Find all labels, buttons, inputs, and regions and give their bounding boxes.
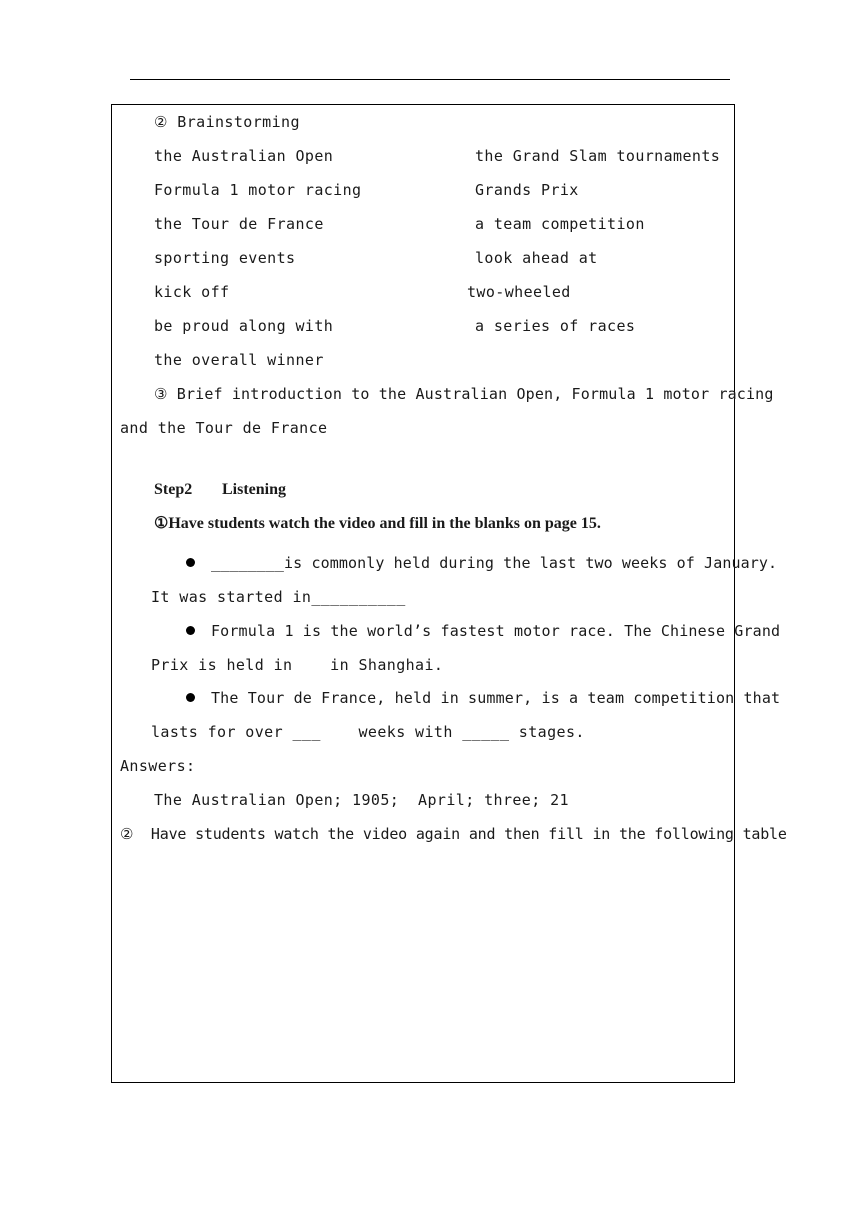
bullet-text: lasts for over ___ weeks with _____ stages. (151, 723, 585, 741)
bullet-text: Formula 1 is the world’s fastest motor race. The Chinese Grand (211, 622, 781, 640)
bullet-text: ________is commonly held during the last two weeks of January. (211, 554, 778, 572)
term-right: a team competition (475, 215, 645, 233)
step-title: Step2 (154, 481, 193, 498)
term-left: kick off (154, 283, 230, 301)
answers-label: Answers: (120, 757, 196, 775)
task-instruction: ①Have students watch the video and fill in the blanks on page 15. (154, 515, 601, 532)
bullet-icon (186, 558, 195, 567)
term-left: the Australian Open (154, 147, 334, 165)
task-instruction: ② Have students watch the video again and then fill in the following table (120, 825, 787, 843)
bullet-icon (186, 693, 195, 702)
intro-line: ③ Brief introduction to the Australian Open, Formula 1 motor racing (154, 385, 774, 403)
term-right: Grands Prix (475, 181, 579, 199)
answers-text: The Australian Open; 1905; April; three; 21 (154, 791, 569, 809)
term-left: Formula 1 motor racing (154, 181, 362, 199)
bullet-text: It was started in__________ (151, 588, 406, 606)
term-left: sporting events (154, 249, 296, 267)
term-right: two-wheeled (467, 283, 571, 301)
header-rule (130, 79, 730, 80)
term-right: look ahead at (475, 249, 598, 267)
bullet-icon (186, 626, 195, 635)
intro-line: and the Tour de France (120, 419, 328, 437)
step-subtitle: Listening (222, 481, 287, 498)
brainstorming-heading: ② Brainstorming (154, 113, 300, 131)
term-left: the Tour de France (154, 215, 324, 233)
term-right: the Grand Slam tournaments (475, 147, 721, 165)
bullet-text: Prix is held in in Shanghai. (151, 656, 444, 674)
term-left: be proud along with (154, 317, 334, 335)
term-left: the overall winner (154, 351, 324, 369)
term-right: a series of races (475, 317, 636, 335)
bullet-text: The Tour de France, held in summer, is a team competition that (211, 689, 781, 707)
